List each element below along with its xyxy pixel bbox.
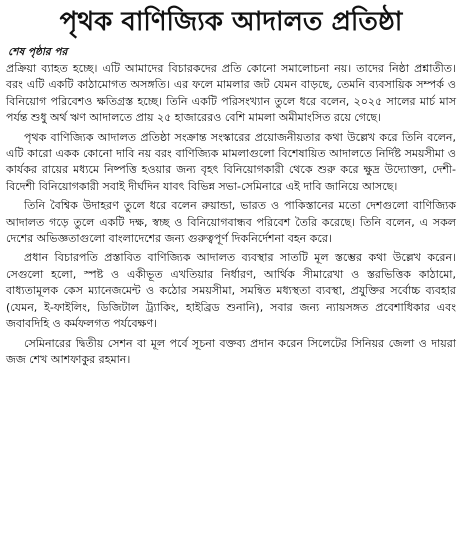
article-paragraph: তিনি বৈশ্বিক উদাহরণ তুলে ধরে বলেন রুয়ান্ডা, ভারত ও পাকিস্তানের মতো দেশগুলো বাণিজ্যিক আদালত গড়ে তুলে একটি দক্ষ, স্বচ্ছ ও বিনিয়োগবান্ধব পরিবেশ তৈরি করেছে। তিনি বলেন, এ সকল দেশের অভিজ্ঞতাগুলো বাংলাদেশের জন্য গুরুত্বপূর্ণ দিকনির্দেশনা বহন করে। bbox=[6, 199, 456, 246]
article-paragraph: পৃথক বাণিজ্যিক আদালত প্রতিষ্ঠা সংক্রান্ত সংস্কারের প্রয়োজনীয়তার কথা উল্লেখ করে তিনি বলেন, এটি কারো একক কোনো দাবি নয় বরং বাণিজ্যিক মামলাগুলো বিশেষায়িত আদালতে নির্দিষ্ট সময়সীমা ও কার্যকর রায়ের মধ্যমে নিষ্পত্তি হওয়ার জন্য বৃহৎ বিনিয়োগকারী থেকে শুরু করে ক্ষুদ্র উদ্যোক্তা, দেশী-বিদেশী বিনিয়োগকারী সবাই দীর্ঘদিন যাবৎ বিভিন্ন সভা-সেমিনারে এই দাবি জানিয়ে আসছে। bbox=[6, 130, 456, 193]
article-paragraph: সেমিনারের দ্বিতীয় সেশন বা মূল পর্বে সূচনা বক্তব্য প্রদান করেন সিলেটের সিনিয়র জেলা ও দায়রা জজ শেখ আশফাকুর রহমান। bbox=[6, 336, 456, 366]
article-paragraph: প্রধান বিচারপতি প্রস্তাবিত বাণিজ্যিক আদালত ব্যবস্থার সাতটি মূল স্তম্ভের কথা উল্লেখ করেন। সেগুলো হলো, স্পষ্ট ও একীভূত এখতিয়ার নির্ধারণ, আর্থিক সীমারেখা ও স্তরভিত্তিক কাঠামো, বাধ্যতামূলক কেস ম্যানেজমেন্ট ও কঠোর সময়সীমা, সমন্বিত মধ্যস্থতা ব্যবস্থা, প্রযুক্তির সর্বোচ্চ ব্যবহার (যেমন, ই-ফাইলিং, ডিজিটাল ট্র্যাকিং, হাইব্রিড শুনানি), সবার জন্য ন্যায়সঙ্গত প্রবেশাধিকার এবং জবাবদিহি ও কর্মফলগত পর্যবেক্ষণ। bbox=[6, 251, 456, 331]
article-paragraph: প্রক্রিয়া ব্যাহত হচ্ছে। এটি আমাদের বিচারকদের প্রতি কোনো সমালোচনা নয়। তাদের নিষ্ঠা প্রশ্নাতীত। বরং এটি একটি কাঠামোগত অসঙ্গতি। এর ফলে মামলার জট যেমন বাড়ছে, তেমনি ব্যবসায়িক সম্পর্ক ও বিনিয়োগ পরিবেশও ক্ষতিগ্রস্ত হচ্ছে। তিনি একটি পরিসংখ্যান তুলে ধরে বলেন, ২০২৫ সালের মার্চ মাস পর্যন্ত শুধু অর্থ ঋণ আদালতে প্রায় ২৫ হাজারেরও বেশি মামলা অমীমাংসিত রয়ে গেছে। bbox=[6, 62, 456, 125]
continued-from-label: শেষ পৃষ্ঠার পর bbox=[8, 46, 68, 58]
article-body bbox=[6, 61, 456, 368]
headline: পৃথক বাণিজ্যিক আদালত প্রতিষ্ঠা bbox=[59, 7, 403, 37]
